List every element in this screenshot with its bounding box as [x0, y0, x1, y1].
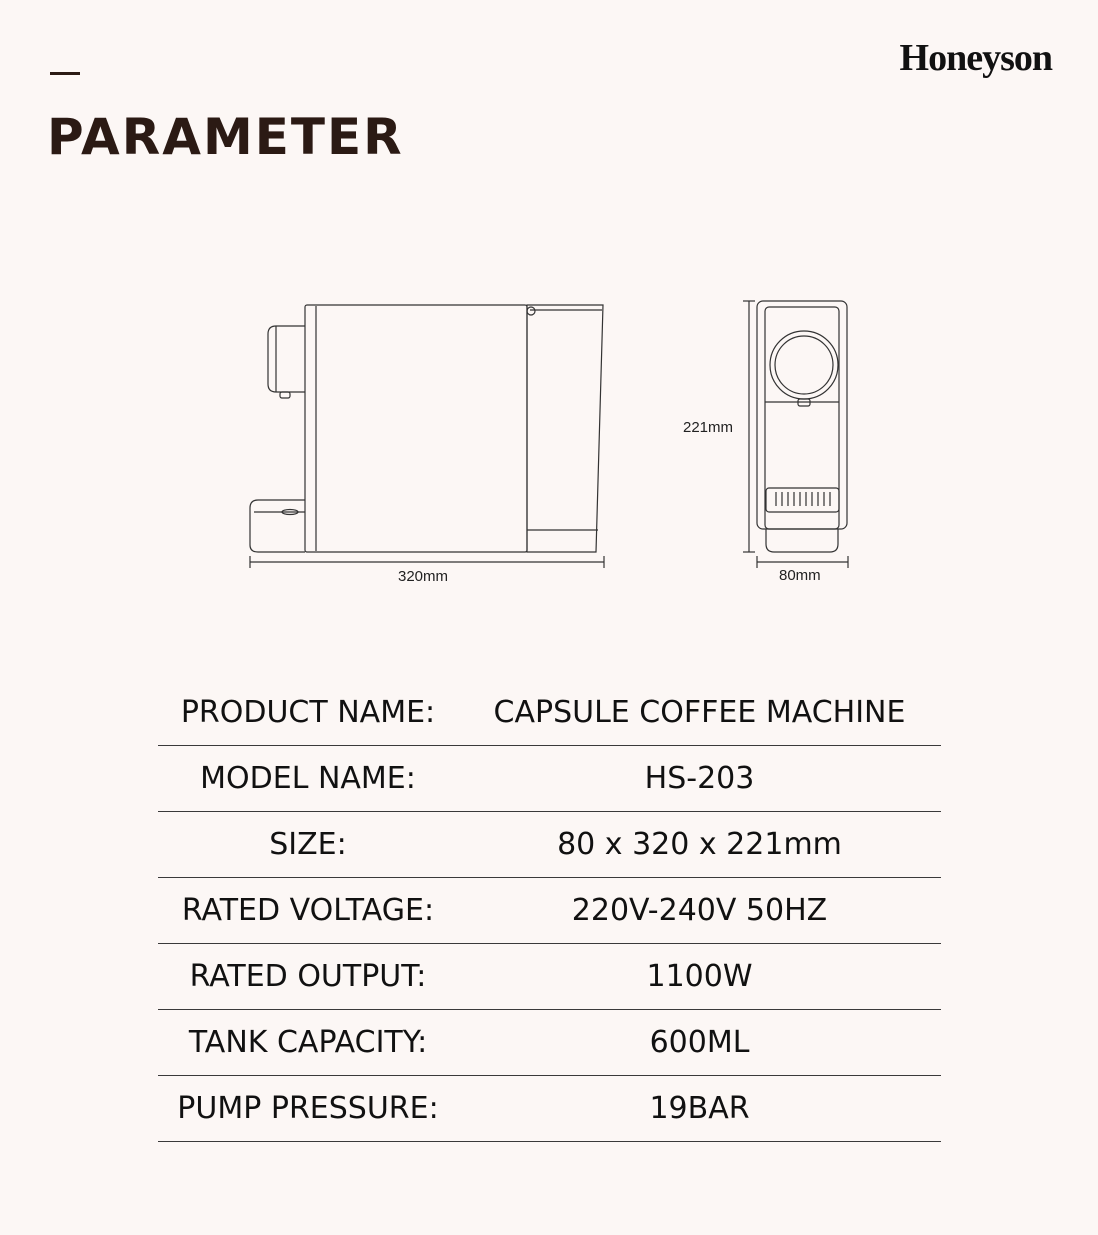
front-view-drawing [743, 301, 848, 568]
spec-label: TANK CAPACITY: [188, 1025, 428, 1060]
spec-value: 600ML [649, 1025, 750, 1060]
spec-label: PUMP PRESSURE: [177, 1091, 439, 1126]
side-tank-outline [527, 305, 603, 552]
brand-logo: Honeyson [899, 37, 1052, 79]
spec-value: CAPSULE COFFEE MACHINE [493, 695, 906, 730]
side-brew-head [268, 326, 305, 392]
spec-row-tank-capacity [158, 1010, 941, 1076]
front-body-outline [757, 301, 847, 529]
side-view-drawing [250, 305, 604, 568]
spec-table [158, 680, 941, 1142]
spec-row-model-name [158, 746, 941, 812]
width-dimension-label: 320mm [398, 568, 449, 585]
spec-row-product-name [158, 680, 941, 746]
side-drip-tray [250, 500, 305, 552]
front-dial [770, 331, 838, 399]
spec-value: 1100W [646, 959, 753, 994]
spec-value: 80 x 320 x 221mm [557, 827, 842, 862]
spec-label: RATED OUTPUT: [189, 959, 427, 994]
height-dimension-label: 221mm [683, 419, 734, 436]
side-body-outline [305, 305, 527, 552]
spec-row-rated-voltage [158, 878, 941, 944]
depth-dimension-label: 80mm [779, 567, 821, 584]
spec-label: SIZE: [269, 827, 347, 862]
spec-row-size [158, 812, 941, 878]
spec-row-rated-output [158, 944, 941, 1010]
spec-value: 19BAR [649, 1091, 750, 1126]
spec-label: PRODUCT NAME: [180, 695, 436, 730]
spec-row-pump-pressure [158, 1076, 941, 1142]
front-drip-tray [766, 488, 839, 512]
spec-value: HS-203 [644, 761, 755, 796]
spec-label: RATED VOLTAGE: [181, 893, 435, 928]
spec-label: MODEL NAME: [200, 761, 416, 796]
spec-value: 220V-240V 50HZ [571, 893, 828, 928]
page-title: PARAMETER [47, 108, 404, 166]
